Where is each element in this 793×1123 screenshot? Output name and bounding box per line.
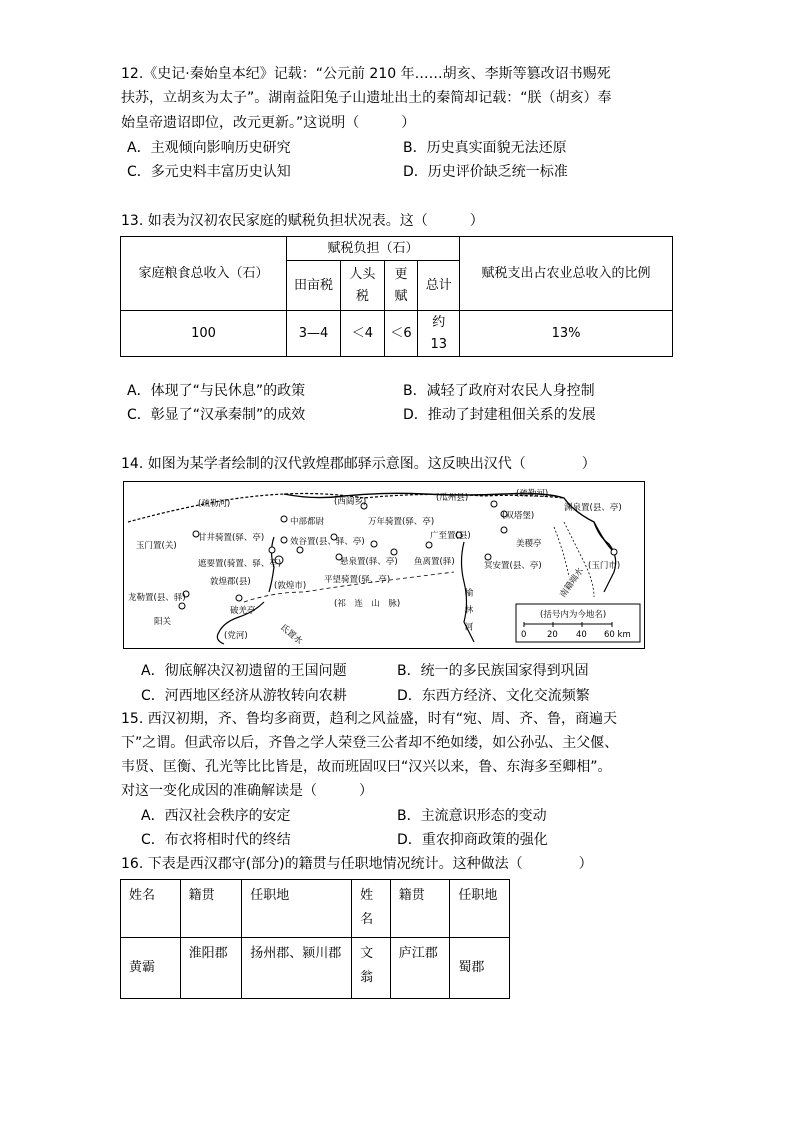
governor-table bbox=[120, 879, 510, 999]
th-tianmu: 田亩税 bbox=[287, 261, 341, 311]
q12-line3: 始皇帝遗诏即位，改元更新。”这说明（ ） bbox=[121, 115, 416, 131]
th-tax: 赋税负担（石） bbox=[287, 237, 460, 261]
q13-option-a[interactable]: A．体现了“与民休息”的政策 bbox=[127, 383, 306, 399]
q14-option-a[interactable]: A．彻底解决汉初遗留的王国问题 bbox=[141, 663, 347, 679]
map-label-shulehe-right: (疏勒河) bbox=[516, 489, 549, 499]
q12-line2: 扶苏，立胡亥为太子”。湖南益阳兔子山遗址出土的秦简却记载：“朕（胡亥）奉 bbox=[121, 90, 612, 106]
q14-option-d[interactable]: D．东西方经济、文化交流频繁 bbox=[397, 688, 590, 704]
map-label-dunhuangjun: 敦煌郡(县) bbox=[210, 577, 251, 587]
th-income: 家庭粮食总收入（石） bbox=[121, 237, 287, 311]
td-post-2: 蜀郡 bbox=[450, 938, 510, 999]
td-post-1: 扬州郡、颍川郡 bbox=[242, 938, 352, 999]
tax-table bbox=[120, 236, 673, 357]
map-label-zhongbu: 中部都尉 bbox=[290, 517, 325, 527]
map-label-mingan: 冥安置(县、亭) bbox=[484, 561, 542, 571]
th-gengfu: 更赋 bbox=[384, 261, 418, 311]
map-label-shuangta: (双塔堡) bbox=[502, 511, 535, 521]
th-post-1: 任职地 bbox=[242, 880, 352, 938]
td-ratio: 13% bbox=[460, 311, 673, 357]
map-label-guazhou: (瓜州县) bbox=[436, 493, 469, 503]
q14-option-b[interactable]: B．统一的多民族国家得到巩固 bbox=[397, 663, 589, 679]
map-label-yuli: 鱼离置(驿) bbox=[414, 557, 455, 567]
map-label-dunhuangshi: (敦煌市) bbox=[274, 581, 307, 591]
td-total: 约13 bbox=[418, 311, 460, 357]
q12-option-d[interactable]: D．历史评价缺乏统一标准 bbox=[403, 164, 568, 180]
map-label-nanjichuan: 南籍端水 bbox=[558, 566, 586, 600]
q15-line4: 对这一变化成因的准确解读是（ ） bbox=[121, 783, 373, 799]
td-income: 100 bbox=[121, 311, 287, 357]
q15-option-a[interactable]: A．西汉社会秩序的安定 bbox=[141, 808, 291, 824]
q15-line1: 15. 西汉初期，齐、鲁均多商贾，趋利之风益盛，时有“宛、周、齐、鲁，商遍天 bbox=[121, 711, 617, 727]
th-rentou: 人头税 bbox=[340, 261, 384, 311]
th-origin-2: 籍贯 bbox=[390, 880, 450, 938]
td-name-1: 黄霸 bbox=[121, 938, 181, 999]
map-label-xiku: (西阔乡) bbox=[334, 497, 367, 507]
map-label-ganjing: 甘井骑置(驿、亭) bbox=[198, 533, 265, 543]
map-scale-0: 0 bbox=[521, 630, 527, 640]
th-total: 总计 bbox=[418, 261, 460, 311]
q13-stem: 13. 如表为汉初农民家庭的赋税负担状况表。这（ ） bbox=[121, 213, 484, 229]
map-label-xiaogu: 效谷置(县、驿、亭) bbox=[290, 537, 365, 547]
q14-option-c[interactable]: C．河西地区经济从游牧转向农耕 bbox=[141, 688, 347, 704]
th-origin-1: 籍贯 bbox=[180, 880, 242, 938]
th-name-1: 姓名 bbox=[121, 880, 181, 938]
map-label-yumenguan: 玉门置(关) bbox=[136, 541, 177, 551]
q13-option-b[interactable]: B．减轻了政府对农民人身控制 bbox=[403, 383, 595, 399]
td-rentou: ＜4 bbox=[340, 311, 384, 357]
map-label-xuanquan: 悬泉置(驿、亭) bbox=[340, 557, 398, 567]
q13-option-d[interactable]: D．推动了封建租佃关系的发展 bbox=[403, 407, 596, 423]
th-post-2: 任职地 bbox=[450, 880, 510, 938]
map-scale-20: 20 bbox=[547, 630, 558, 640]
map-label-poqiang: 破羌亭 bbox=[230, 606, 256, 616]
map-label-longle: 龙勒置(县、驿) bbox=[128, 593, 186, 603]
map-label-meiyao: 美稷亭 bbox=[516, 539, 542, 549]
q15-option-c[interactable]: C．布衣将相时代的终结 bbox=[141, 832, 291, 848]
map-scale-40: 40 bbox=[576, 630, 587, 640]
q14-stem: 14. 如图为某学者绘制的汉代敦煌郡邮驿示意图。这反映出汉代（ ） bbox=[121, 456, 596, 472]
td-origin-2: 庐江郡 bbox=[390, 938, 450, 999]
map-label-yumenshi: (玉门市) bbox=[588, 561, 621, 571]
map-label-pingwang: 平望骑置(驿、亭) bbox=[324, 575, 391, 585]
q12-option-b[interactable]: B．历史真实面貌无法还原 bbox=[403, 140, 567, 156]
td-origin-1: 淮阳郡 bbox=[180, 938, 242, 999]
td-name-2: 文翁 bbox=[352, 938, 391, 999]
td-tianmu: 3—4 bbox=[287, 311, 341, 357]
map-label-zheyao: 遮要置(骑置、驿、亭) bbox=[198, 559, 282, 569]
q15-line2: 下”之谓。但武帝以后，齐鲁之学人荣登三公者却不绝如缕，如公孙弘、主父偃、 bbox=[121, 735, 619, 751]
map-label-wannian: 万年骑置(驿、亭) bbox=[368, 517, 435, 527]
map-label-shizhen: 氐置水 bbox=[278, 622, 305, 647]
map-label-yangguan: 阳关 bbox=[154, 617, 172, 627]
map-label-yuanquan: 渊泉置(县、亭) bbox=[564, 503, 622, 513]
th-name-2: 姓名 bbox=[352, 880, 391, 938]
td-gengfu: ＜6 bbox=[384, 311, 418, 357]
q12-option-a[interactable]: A．主观倾向影响历史研究 bbox=[127, 140, 291, 156]
map-label-shulehe-left: (疏勒河) bbox=[198, 499, 231, 509]
q15-line3: 韦贤、匡衡、孔光等比比皆是，故而班固叹曰“汉兴以来，鲁、东海多至卿相”。 bbox=[121, 759, 612, 775]
map-scale-60: 60 km bbox=[604, 630, 631, 640]
map-label-guangzhi: 广至置(县) bbox=[430, 531, 471, 541]
map-legend-title: (括号内为今地名) bbox=[540, 610, 607, 620]
q16-stem: 16. 下表是西汉郡守(部分)的籍贯与任职地情况统计。这种做法（ ） bbox=[121, 856, 593, 872]
q12-option-c[interactable]: C．多元史料丰富历史认知 bbox=[127, 164, 291, 180]
q15-option-d[interactable]: D．重农抑商政策的强化 bbox=[397, 832, 548, 848]
map-label-yulin: 榆 林 河 bbox=[463, 588, 473, 631]
map-label-qilian: (祁 连 山 脉) bbox=[334, 599, 401, 609]
q15-option-b[interactable]: B．主流意识形态的变动 bbox=[397, 808, 547, 824]
q12-line1: 12.《史记·秦始皇本纪》记载：“公元前 210 年……胡亥、李斯等篡改诏书赐死 bbox=[121, 66, 611, 82]
dunhuang-postal-map bbox=[123, 481, 645, 649]
th-ratio: 赋税支出占农业总收入的比例 bbox=[460, 237, 673, 311]
q13-option-c[interactable]: C．彰显了“汉承秦制”的成效 bbox=[127, 407, 306, 423]
map-label-danghe: (党河) bbox=[224, 631, 248, 641]
